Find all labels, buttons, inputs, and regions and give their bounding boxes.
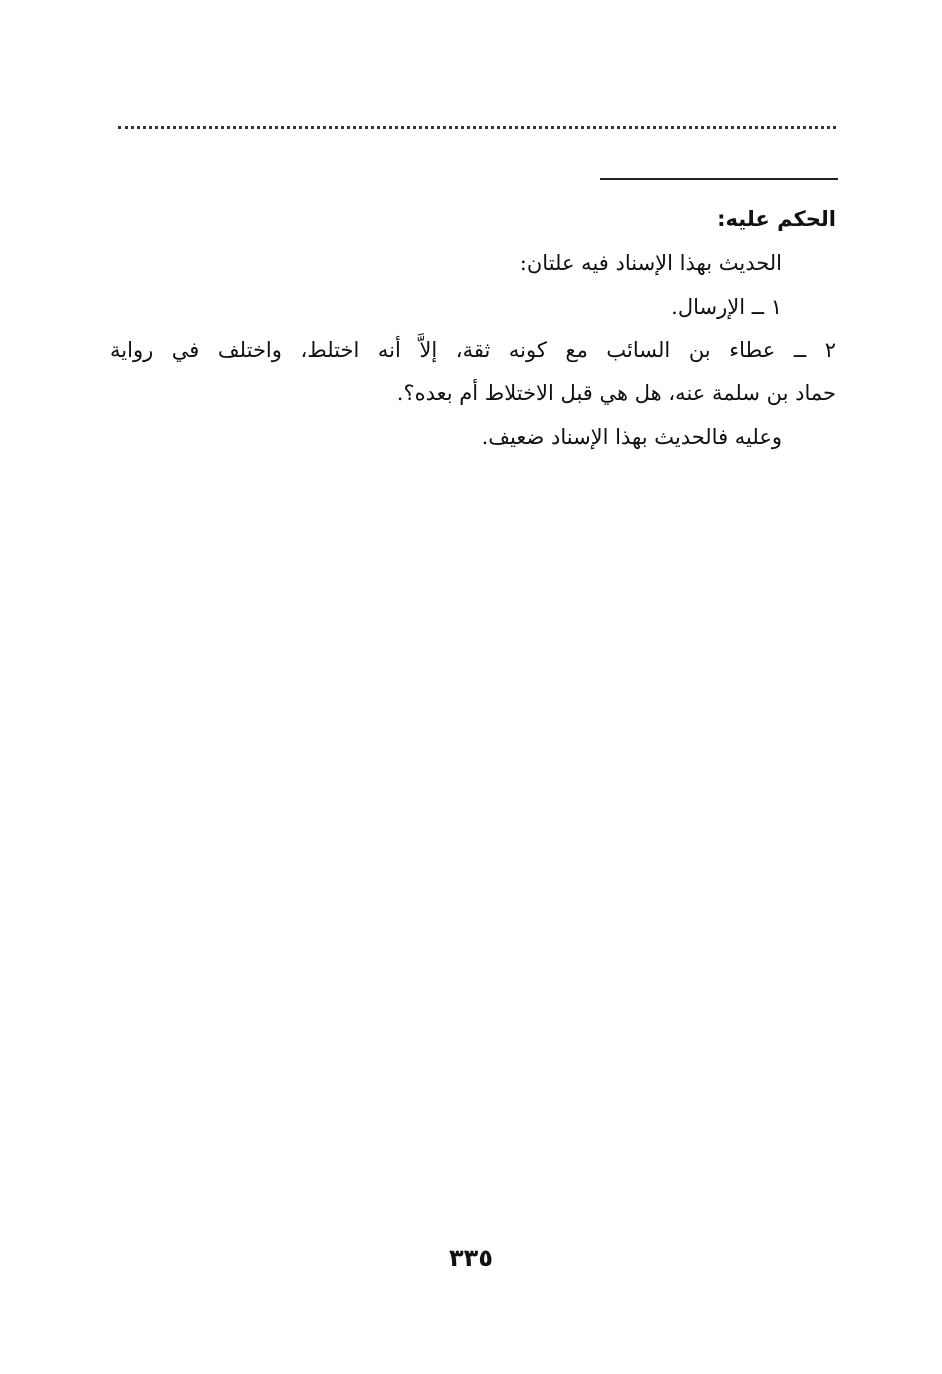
paragraph-line: ٢ ــ عطاء بن السائب مع كونه ثقة، إلاَّ أنه اختلط، واختلف في رواية — [110, 338, 836, 362]
paragraph-line: ١ ــ الإرسال. — [671, 295, 782, 319]
page-number: ٣٣٥ — [449, 1244, 493, 1272]
section-rule — [600, 178, 838, 180]
paragraph-line: حماد بن سلمة عنه، هل هي قبل الاختلاط أم بعده؟. — [396, 381, 836, 405]
paragraph-line: وعليه فالحديث بهذا الإسناد ضعيف. — [481, 425, 782, 449]
dotted-separator — [118, 126, 836, 129]
section-heading: الحكم عليه: — [717, 207, 836, 231]
paragraph-line: الحديث بهذا الإسناد فيه علتان: — [519, 251, 782, 275]
